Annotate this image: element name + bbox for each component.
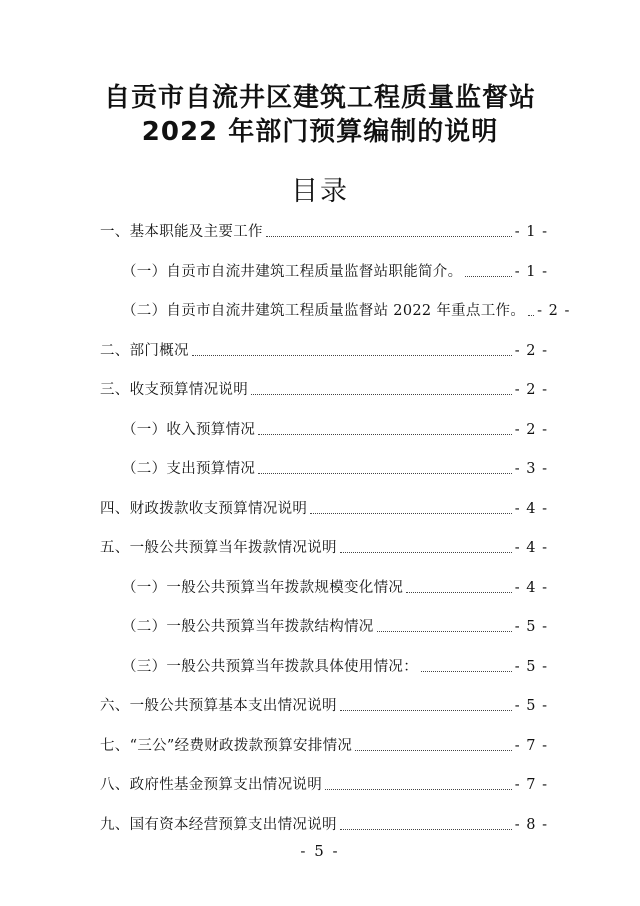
toc-dot-leader — [310, 513, 512, 514]
toc-entry-text: （二）一般公共预算当年拨款结构情况 — [122, 619, 374, 635]
toc-entry-text: 九、国有资本经营预算支出情况说明 — [100, 817, 337, 833]
toc-dot-leader — [192, 355, 512, 356]
toc-entry-page: - 7 - — [514, 738, 548, 754]
toc-entry-text: （一）一般公共预算当年拨款规模变化情况 — [122, 580, 404, 596]
toc-entry[interactable] — [122, 300, 571, 322]
toc-dot-leader — [258, 473, 512, 474]
toc-dot-leader — [377, 631, 512, 632]
toc-entry-text: 五、一般公共预算当年拨款情况说明 — [100, 540, 337, 556]
toc-entry-text: （二）支出预算情况 — [122, 461, 256, 477]
toc-entry-page: - 8 - — [514, 817, 548, 833]
toc-entry-text: （一）自贡市自流井建筑工程质量监督站职能简介。 — [122, 264, 463, 280]
toc-entry-text: （一）收入预算情况 — [122, 422, 256, 438]
toc-entry[interactable] — [122, 577, 548, 599]
toc-entry-page: - 2 - — [537, 303, 571, 319]
toc-entry-page: - 4 - — [514, 540, 548, 556]
toc-entry-text: 二、部门概况 — [100, 343, 189, 359]
toc-entry-page: - 4 - — [514, 501, 548, 517]
toc-entry[interactable] — [122, 656, 548, 678]
toc-entry[interactable] — [122, 419, 548, 441]
toc-dot-leader — [355, 750, 512, 751]
toc-entry[interactable] — [100, 735, 548, 757]
toc-entry-page: - 2 - — [514, 422, 548, 438]
toc-entry[interactable] — [100, 695, 548, 717]
toc-dot-leader — [266, 236, 512, 237]
toc-entry[interactable] — [100, 774, 548, 796]
toc-entry-text: （二）自贡市自流井建筑工程质量监督站 2022 年重点工作。 — [122, 303, 526, 319]
toc-entry-page: - 1 - — [514, 264, 548, 280]
document-title-line-1: 自贡市自流井区建筑工程质量监督站 — [103, 83, 536, 113]
toc-entry-page: - 5 - — [514, 659, 548, 675]
toc-entry-page: - 5 - — [514, 619, 548, 635]
toc-entry-text: 六、一般公共预算基本支出情况说明 — [100, 698, 337, 714]
toc-dot-leader — [340, 552, 512, 553]
toc-entry-text: 七、“三公”经费财政拨款预算安排情况 — [100, 738, 353, 754]
toc-entry-page: - 2 - — [514, 343, 548, 359]
toc-entry[interactable] — [100, 498, 548, 520]
toc-entry[interactable] — [122, 616, 548, 638]
toc-heading: 目录 — [291, 176, 349, 207]
toc-dot-leader — [340, 710, 512, 711]
toc-entry-page: - 3 - — [514, 461, 548, 477]
toc-entry-page: - 5 - — [514, 698, 548, 714]
toc-entry[interactable] — [100, 340, 548, 362]
toc-entry[interactable] — [122, 261, 548, 283]
toc-dot-leader — [325, 789, 512, 790]
toc-dot-leader — [421, 671, 512, 672]
toc-entry[interactable] — [100, 221, 548, 243]
page-number: - 5 - — [300, 842, 340, 860]
toc-entry-text: 四、财政拨款收支预算情况说明 — [100, 501, 308, 517]
toc-entry[interactable] — [100, 379, 548, 401]
toc-dot-leader — [406, 592, 512, 593]
toc-entry[interactable] — [100, 537, 548, 559]
toc-entry[interactable] — [100, 814, 548, 836]
toc-dot-leader — [340, 829, 512, 830]
toc-dot-leader — [465, 276, 511, 277]
toc-entry-page: - 7 - — [514, 777, 548, 793]
toc-entry-text: 八、政府性基金预算支出情况说明 — [100, 777, 322, 793]
toc-entry-text: （三）一般公共预算当年拨款具体使用情况： — [122, 659, 418, 675]
toc-entry[interactable] — [122, 458, 548, 480]
toc-entry-text: 一、基本职能及主要工作 — [100, 224, 263, 240]
toc-entry-page: - 2 - — [514, 382, 548, 398]
toc-dot-leader — [251, 394, 512, 395]
toc-dot-leader — [258, 434, 512, 435]
toc-entry-page: - 4 - — [514, 580, 548, 596]
toc-entry-text: 三、收支预算情况说明 — [100, 382, 248, 398]
toc-entry-page: - 1 - — [514, 224, 548, 240]
toc-dot-leader — [528, 315, 534, 316]
document-title-line-2: 2022 年部门预算编制的说明 — [141, 117, 499, 147]
